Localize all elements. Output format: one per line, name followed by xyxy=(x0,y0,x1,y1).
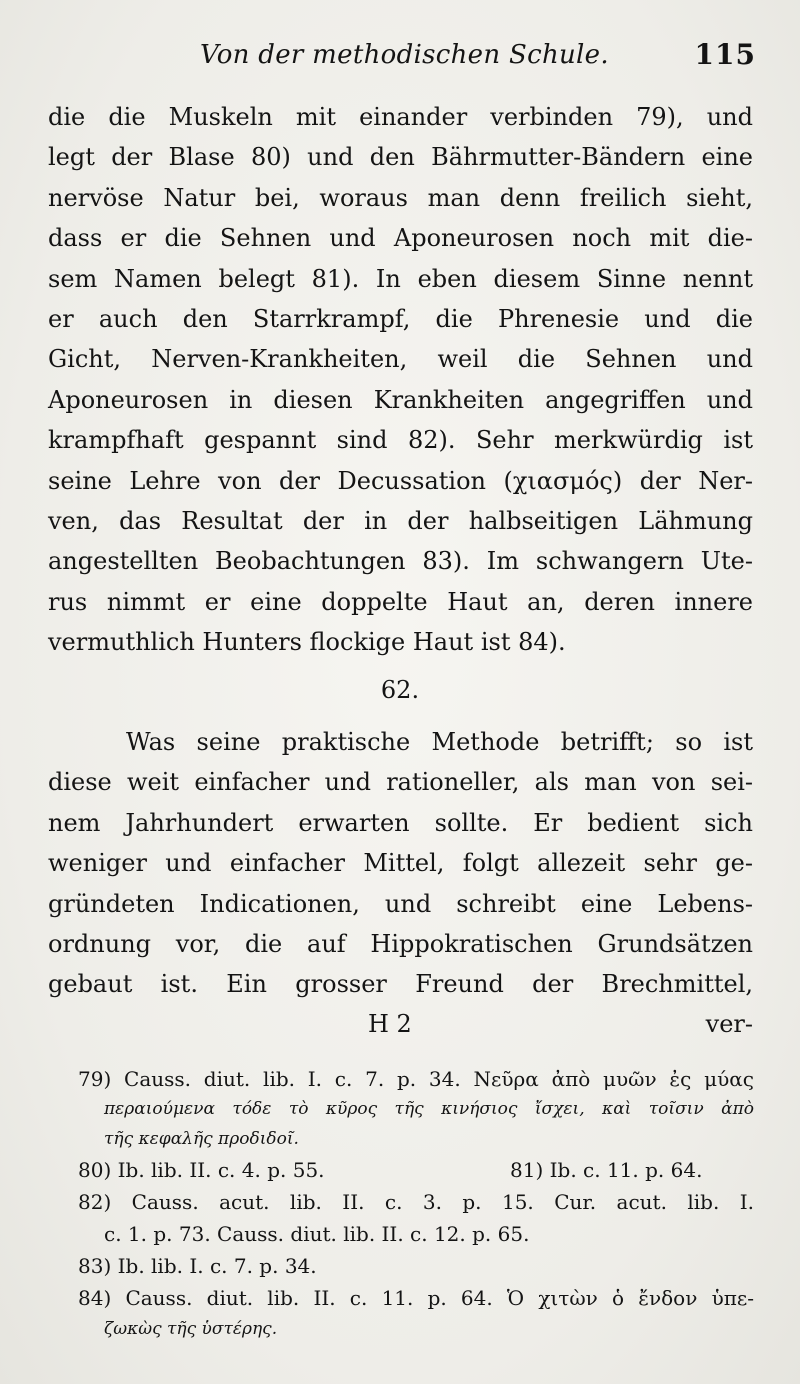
text-line: Aponeurosen in diesen Krankheiten angegriffen und xyxy=(48,385,753,414)
text-line: angestellten Beobachtungen 83). Im schwangern Ute- xyxy=(48,547,753,576)
text-line: nervöse Natur bei, woraus man denn freilich sieht, xyxy=(48,183,753,212)
signature-mark: H 2 xyxy=(368,1010,412,1038)
text-line: nem Jahrhundert erwarten sollte. Er bedient sich xyxy=(48,808,753,837)
footnote-82-cont: c. 1. p. 73. Causs. diut. lib. II. c. 12. p. 65. xyxy=(104,1222,530,1246)
catchword: ver- xyxy=(705,1010,753,1038)
footnote-79-greek: περαιούμενα τόδε τὸ κῦρος τῆς κινήσιος ἴσχει, καὶ τοῖσιν ἀπὸ xyxy=(104,1099,754,1119)
text-line: sem Namen belegt 81). In eben diesem Sinne nennt xyxy=(48,264,753,293)
text-line: ven, das Resultat der in der halbseitigen Lähmung xyxy=(48,506,753,535)
footnote-79: 79) Causs. diut. lib. I. c. 7. p. 34. Νεῦρα ἀπὸ μυῶν ἐς μύας xyxy=(78,1067,754,1091)
text-line: gründeten Indicationen, und schreibt eine Lebens- xyxy=(48,889,753,918)
footnote-83: 83) Ib. lib. I. c. 7. p. 34. xyxy=(78,1254,317,1278)
section-number: 62. xyxy=(380,676,420,704)
text-line: weniger und einfacher Mittel, folgt allezeit sehr ge- xyxy=(48,849,753,878)
text-line: ordnung vor, die auf Hippokratischen Grundsätzen xyxy=(48,929,753,958)
text-line: Was seine praktische Methode betrifft; so ist xyxy=(126,728,753,756)
text-line: diese weit einfacher und rationeller, als man von sei- xyxy=(48,768,753,797)
section-paragraph xyxy=(48,722,753,1005)
text-line: dass er die Sehnen und Aponeurosen noch mit die- xyxy=(48,224,753,253)
footnote-84-greek: ζωκὼς τῆς ὑστέρης. xyxy=(104,1319,278,1339)
text-line: seine Lehre von der Decussation (χιασμός) der Ner- xyxy=(48,466,753,495)
footnote-79-greek: τῆς κεφαλῆς προδιδοῖ. xyxy=(104,1129,299,1149)
text-line: er auch den Starrkrampf, die Phrenesie und die xyxy=(48,304,753,333)
footnote-81: 81) Ib. c. 11. p. 64. xyxy=(510,1158,703,1182)
text-line: die die Muskeln mit einander verbinden 79), und xyxy=(48,103,753,131)
text-line: gebaut ist. Ein grosser Freund der Brechmittel, xyxy=(48,970,753,999)
text-line: legt der Blase 80) und den Bährmutter-Bändern eine xyxy=(48,143,753,172)
running-head xyxy=(48,38,756,82)
text-line: vermuthlich Hunters flockige Haut ist 84). xyxy=(48,628,566,657)
main-paragraph xyxy=(48,97,753,662)
footnote-84: 84) Causs. diut. lib. II. c. 11. p. 64. Ὁ χιτὼν ὁ ἔνδον ὑπε- xyxy=(78,1286,754,1310)
signature-line xyxy=(48,1004,753,1044)
running-head-title: Von der methodischen Schule. xyxy=(200,40,609,70)
text-line: Gicht, Nerven-Krankheiten, weil die Sehnen und xyxy=(48,345,753,374)
page-number: 115 xyxy=(694,38,756,71)
footnotes xyxy=(78,1064,754,1344)
text-line: rus nimmt er eine doppelte Haut an, deren innere xyxy=(48,587,753,616)
footnote-82: 82) Causs. acut. lib. II. c. 3. p. 15. Cur. acut. lib. I. xyxy=(78,1190,754,1214)
footnote-row xyxy=(78,1154,754,1186)
footnote-80: 80) Ib. lib. II. c. 4. p. 55. xyxy=(78,1158,325,1182)
text-line: krampfhaft gespannt sind 82). Sehr merkwürdig ist xyxy=(48,426,753,455)
